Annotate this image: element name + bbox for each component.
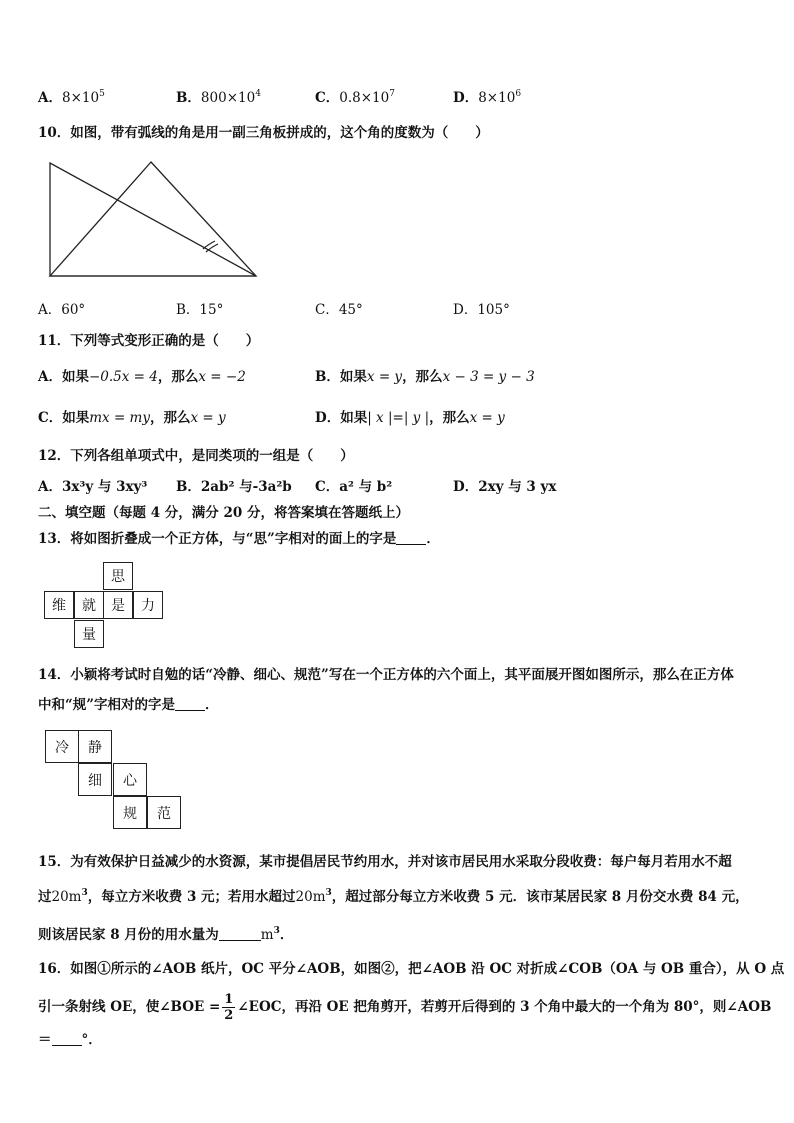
q15-line3: 则该居民家 8 月份的用水量为 $m^3$． <box>38 926 294 943</box>
q10-option-a: A．60° <box>38 302 86 318</box>
q11-option-c: C．如果mx = my，那么x = y <box>38 410 226 426</box>
q12-option-d: D．2xy 与 3 yx <box>453 479 557 495</box>
q11-stem: 11．下列等式变形正确的是（ ） <box>38 333 260 349</box>
q10-stem: 10．如图，带有弧线的角是用一副三角板拼成的，这个角的度数为（ ） <box>38 125 489 141</box>
q12-stem: 12．下列各组单项式中，是同类项的一组是（ ） <box>38 448 354 464</box>
q13-answer-blank[interactable] <box>396 530 426 545</box>
q9-option-d: D．$8\times 10^6$ <box>453 89 522 106</box>
q13-cell: 量 <box>74 620 104 648</box>
q10-option-c: C．45° <box>315 302 363 318</box>
q10-option-d: D．105° <box>453 302 510 318</box>
q14-line1: 14．小颖将考试时自勉的话“冷静、细心、规范”写在一个正方体的六个面上，其平面展开图如图所示，那么在正方体 <box>38 667 734 683</box>
q10-triangles-figure <box>40 155 265 285</box>
q9-option-a: A．$8\times 10^5$ <box>38 89 105 106</box>
q16-answer-blank[interactable] <box>52 1031 82 1046</box>
q13-cell: 维 <box>44 591 74 619</box>
q14-cell: 静 <box>78 730 112 763</box>
q13-stem: 13．将如图折叠成一个正方体，与“思”字相对的面上的字是 ． <box>38 531 440 547</box>
q14-line2: 中和“规”字相对的字是 ． <box>38 697 219 713</box>
q14-cell: 范 <box>147 796 181 829</box>
q15-answer-blank[interactable] <box>219 926 261 941</box>
q16-line2: 引一条射线 OE，使∠BOE = $\frac{1}{2}$ ∠EOC，再沿 OE 把角剪开，若剪开后得到的 3 个角中最大的一个角为 80°，则∠AOB <box>38 992 772 1023</box>
q16-fraction: $\frac{1}{2}$ <box>224 992 234 1023</box>
q12-option-a: A．3x³y 与 3xy³ <box>38 479 148 495</box>
section-heading: 二、填空题（每题 4 分，满分 20 分，将答案填在答题纸上） <box>38 505 409 521</box>
q9-option-b: B．$800\times 10^4$ <box>176 89 261 106</box>
q14-cell: 规 <box>113 796 147 829</box>
q11-option-d: D．如果| x |=| y |，那么x = y <box>315 410 505 426</box>
q14-cube-net <box>45 730 185 835</box>
q16-line1: 16．如图①所示的∠AOB 纸片，OC 平分∠AOB，如图②，把∠AOB 沿 OC 对折成∠COB（OA 与 OB 重合），从 O 点 <box>38 961 785 977</box>
q15-line1: 15．为有效保护日益减少的水资源，某市提倡居民节约用水，并对该市居民用水采取分段收费：每户每月若用水不超 <box>38 854 732 870</box>
q13-cube-net <box>44 562 169 652</box>
q15-line2: 过$20m^3$，每立方米收费 3 元；若用水超过$20m^3$，超过部分每立方米收费 5 元．该市某居民家 8 月份交水费 84 元， <box>38 888 749 905</box>
q9-option-c: C．$0.8\times 10^7$ <box>315 89 395 106</box>
q13-cell: 是 <box>103 591 133 619</box>
q11-option-b: B．如果x = y，那么x − 3 = y − 3 <box>315 369 535 385</box>
q13-cell: 思 <box>103 562 133 590</box>
q13-cell: 就 <box>74 591 104 619</box>
q12-option-b: B．2ab² 与-3a²b <box>176 479 292 495</box>
q13-cell: 力 <box>133 591 163 619</box>
q14-cell: 细 <box>78 763 112 796</box>
q14-cell: 心 <box>113 763 147 796</box>
q14-answer-blank[interactable] <box>175 696 205 711</box>
q14-cell: 冷 <box>45 730 79 763</box>
q10-option-b: B．15° <box>176 302 224 318</box>
q11-option-a: A．如果−0.5x = 4，那么x = −2 <box>38 369 246 385</box>
q16-line3: ＝ °． <box>38 1032 102 1048</box>
q12-option-c: C．a² 与 b² <box>315 479 393 495</box>
